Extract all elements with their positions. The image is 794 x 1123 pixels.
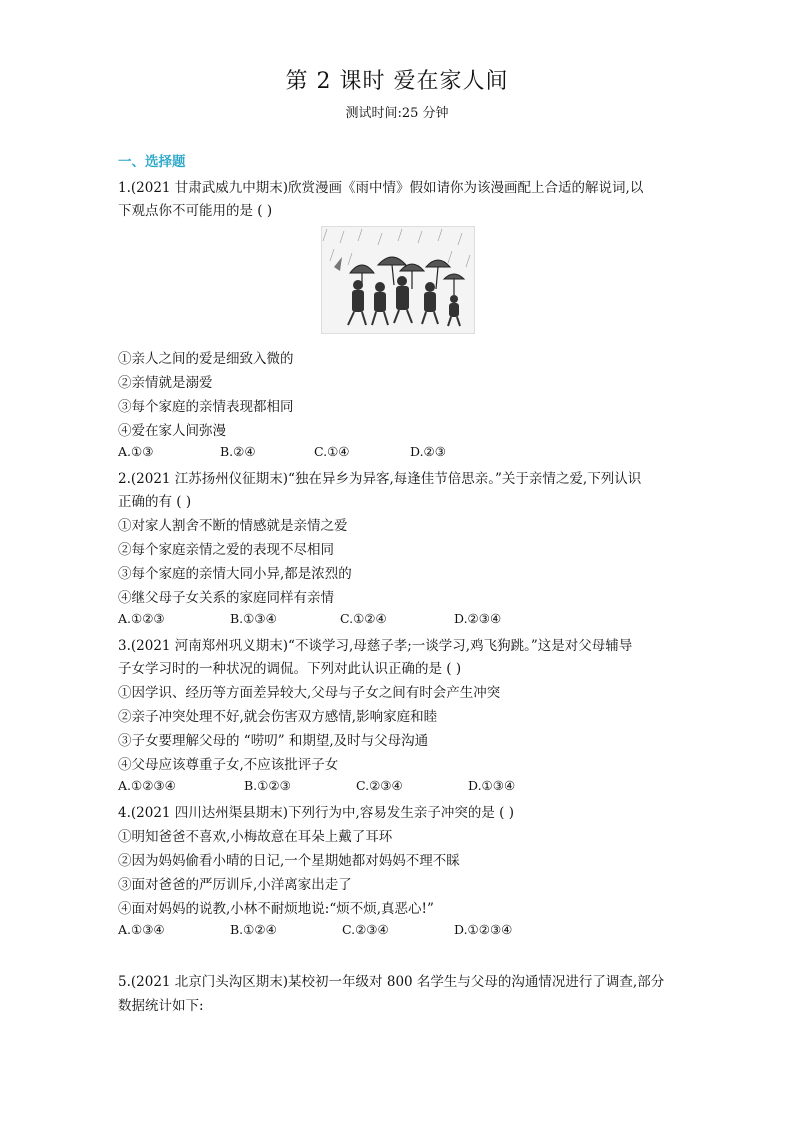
option-a: A.①②③ — [118, 611, 165, 626]
q1-item: ③每个家庭的亲情表现都相同 — [118, 399, 294, 415]
q2-item: ④继父母子女关系的家庭同样有亲情 — [118, 590, 334, 606]
q1-item: ①亲人之间的爱是细致入微的 — [118, 351, 294, 367]
option-d: D.②③④ — [454, 611, 502, 626]
page-title: 第 2 课时 爱在家人间 — [285, 69, 509, 94]
q1-stem-line1: 1.(2021 甘肃武威九中期末)欣赏漫画《雨中情》假如请你为该漫画配上合适的解说词,以 — [118, 180, 644, 196]
option-b: B.②④ — [220, 444, 256, 459]
option-d: D.②③ — [410, 444, 446, 459]
q3-stem-line1: 3.(2021 河南郑州巩义期末)“不谈学习,母慈子孝;一谈学习,鸡飞狗跳。”这是对父母辅导 — [118, 638, 633, 654]
option-b: B.①③④ — [230, 611, 277, 626]
option-a: A.①②③④ — [118, 778, 176, 793]
option-b: B.①②③ — [244, 778, 291, 793]
q4-item: ②因为妈妈偷看小晴的日记,一个星期她都对妈妈不理不睬 — [118, 853, 460, 869]
q1-item: ②亲情就是溺爱 — [118, 375, 213, 391]
q3-item: ④父母应该尊重子女,不应该批评子女 — [118, 757, 339, 773]
q2-item: ③每个家庭的亲情大同小异,都是浓烈的 — [118, 566, 352, 582]
q5-stem-line2: 数据统计如下: — [118, 998, 204, 1014]
option-d: D.①②③④ — [454, 922, 513, 937]
q4-item: ③面对爸爸的严厉训斥,小洋离家出走了 — [118, 877, 352, 893]
q1-stem-line2: 下观点你不可能用的是 ( ) — [118, 203, 273, 219]
q3-item: ③子女要理解父母的 “唠叨” 和期望,及时与父母沟通 — [118, 733, 429, 749]
q4-stem-line1: 4.(2021 四川达州渠县期末)下列行为中,容易发生亲子冲突的是 ( ) — [118, 805, 514, 821]
rain-comic-illustration — [322, 227, 474, 333]
q4-item: ④面对妈妈的说教,小林不耐烦地说:“烦不烦,真恶心!” — [118, 901, 434, 917]
q3-item: ②亲子冲突处理不好,就会伤害双方感情,影响家庭和睦 — [118, 709, 438, 725]
option-c: C.①②④ — [340, 611, 387, 626]
section-heading: 一、选择题 — [118, 154, 186, 170]
test-time: 测试时间:25 分钟 — [345, 106, 449, 121]
q1-item: ④爱在家人间弥漫 — [118, 423, 226, 439]
q2-item: ①对家人割舍不断的情感就是亲情之爱 — [118, 518, 348, 534]
q2-stem-line1: 2.(2021 江苏扬州仪征期末)“独在异乡为异客,每逢佳节倍思亲。”关于亲情之爱,下列认识 — [118, 471, 642, 487]
option-d: D.①③④ — [468, 778, 516, 793]
option-c: C.②③④ — [356, 778, 403, 793]
q2-item: ②每个家庭亲情之爱的表现不尽相同 — [118, 542, 334, 558]
option-c: C.②③④ — [342, 922, 389, 937]
q3-stem-line2: 子女学习时的一种状况的调侃。下列对此认识正确的是 ( ) — [118, 661, 462, 677]
option-c: C.①④ — [314, 444, 350, 459]
option-a: A.①③④ — [118, 922, 165, 937]
option-a: A.①③ — [118, 444, 154, 459]
q3-item: ①因学识、经历等方面差异较大,父母与子女之间有时会产生冲突 — [118, 685, 501, 701]
comic-image — [321, 226, 475, 334]
q4-item: ①明知爸爸不喜欢,小梅故意在耳朵上戴了耳环 — [118, 829, 393, 845]
option-b: B.①②④ — [230, 922, 277, 937]
q2-stem-line2: 正确的有 ( ) — [118, 494, 192, 510]
q5-stem-line1: 5.(2021 北京门头沟区期末)某校初一年级对 800 名学生与父母的沟通情况进行了调查,部分 — [118, 974, 665, 990]
